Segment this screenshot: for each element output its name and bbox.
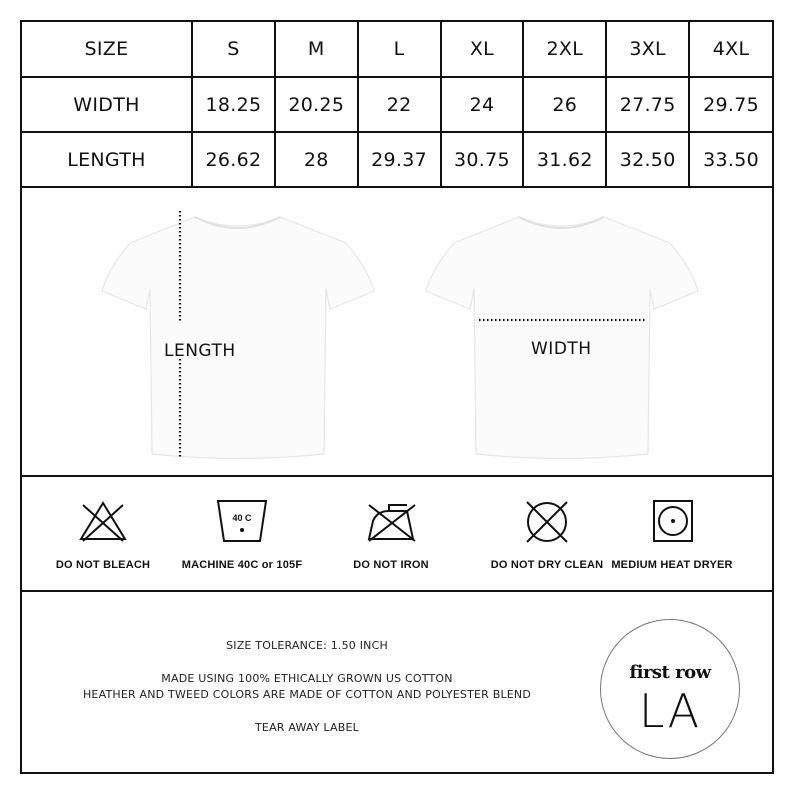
length-cell: 31.62 [523, 132, 606, 187]
shirt-diagrams [22, 187, 772, 477]
logo-bottom-text: LA [638, 684, 702, 738]
care-label: DO NOT BLEACH [55, 559, 151, 571]
tumble-dry-medium-icon [644, 497, 700, 545]
width-cell: 20.25 [275, 77, 358, 132]
product-info [22, 594, 772, 774]
material-text-line2: HEATHER AND TWEED COLORS ARE MADE OF COTTON AND POLYESTER BLEND [82, 688, 532, 701]
length-row [22, 132, 772, 187]
width-cell: 18.25 [192, 77, 275, 132]
length-cell: 26.62 [192, 132, 275, 187]
length-cell: 28 [275, 132, 358, 187]
care-item-do-not-bleach [28, 497, 178, 571]
machine-wash-40c-icon [214, 497, 270, 545]
size-header-cell: L [358, 22, 441, 77]
width-cell: 22 [358, 77, 441, 132]
care-item-do-not-iron [316, 497, 466, 571]
size-header-cell: M [275, 22, 358, 77]
width-cell: WIDTH [22, 77, 192, 132]
length-cell: 32.50 [606, 132, 689, 187]
care-label: DO NOT IRON [353, 559, 429, 571]
tshirt-width-icon [424, 199, 699, 464]
do-not-iron-icon [363, 497, 419, 545]
do-not-dry-clean-icon [519, 497, 575, 545]
care-item-machine-wash [167, 497, 317, 571]
length-cell: 29.37 [358, 132, 441, 187]
width-cell: 27.75 [606, 77, 689, 132]
care-instructions [22, 479, 772, 592]
wash-temp-text: 40 C [232, 513, 252, 523]
tear-away-label-text: TEAR AWAY LABEL [255, 721, 359, 734]
care-label: MACHINE 40C or 105F [181, 559, 303, 571]
care-label: DO NOT DRY CLEAN [490, 559, 604, 571]
care-item-medium-heat-dryer [597, 497, 747, 571]
do-not-bleach-icon [75, 497, 131, 545]
tshirt-length-icon [100, 199, 375, 464]
logo-top-text: first row [629, 662, 711, 683]
length-cell: LENGTH [22, 132, 192, 187]
length-cell: 33.50 [689, 132, 772, 187]
width-label: WIDTH [531, 339, 592, 359]
size-chart-table [22, 22, 772, 188]
width-cell: 29.75 [689, 77, 772, 132]
size-header-cell: 2XL [523, 22, 606, 77]
length-cell: 30.75 [441, 132, 524, 187]
size-header-cell: XL [441, 22, 524, 77]
size-header-cell: 4XL [689, 22, 772, 77]
brand-logo [600, 619, 740, 759]
length-label: LENGTH [164, 341, 236, 361]
size-header-cell: S [192, 22, 275, 77]
width-cell: 24 [441, 77, 524, 132]
width-cell: 26 [523, 77, 606, 132]
size-header-cell: SIZE [22, 22, 192, 77]
size-header-row [22, 22, 772, 77]
size-guide-frame [20, 20, 774, 774]
care-label: MEDIUM HEAT DRYER [611, 559, 733, 571]
material-text-line1: MADE USING 100% ETHICALLY GROWN US COTTON [161, 672, 453, 685]
size-header-cell: 3XL [606, 22, 689, 77]
size-tolerance-text: SIZE TOLERANCE: 1.50 INCH [226, 639, 388, 652]
width-row [22, 77, 772, 132]
